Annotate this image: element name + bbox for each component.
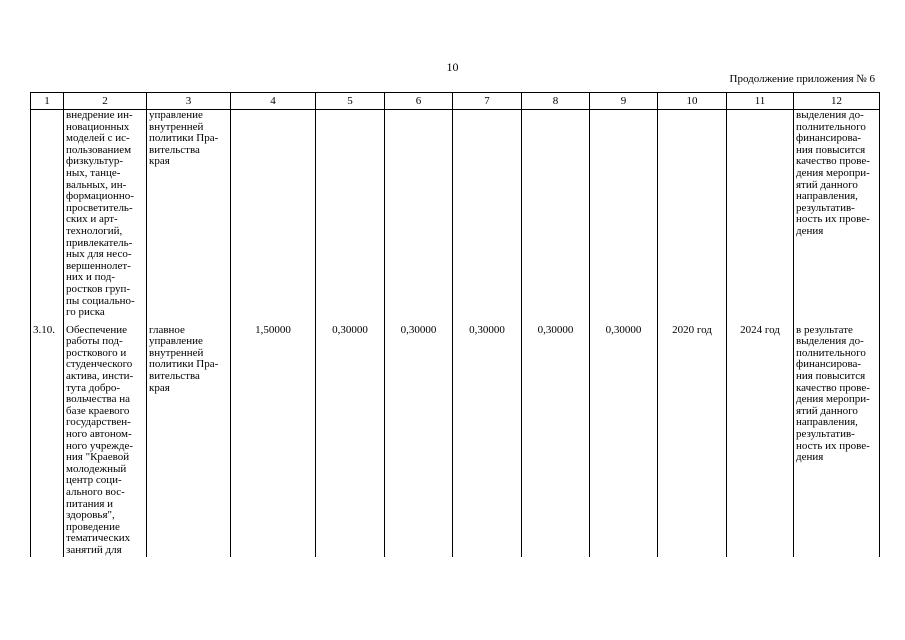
header-cell: 9: [590, 93, 658, 110]
total-amount: 1,50000: [231, 325, 316, 557]
activity-name: внедрение ин- новационных моделей с ис- пользованием физкультур- ных, танце- вальных, ин- формационно- просветитель- ских и арт- технологий, привлекатель- ных для несо- вершеннолет- них и под- ростков груп- пы социально- го риска: [64, 110, 147, 319]
total-amount: [231, 110, 316, 319]
activity-name: Обеспечение работы под- росткового и студенческого актива, инсти- тута добро- вольчества на базе краевого государствен- ного автоном- ного учрежде- ния "Краевой молодежный центр соци- ального вос- питания и здоровья", проведение тематических занятий для: [64, 325, 147, 557]
executor: управление внутренней политики Пра- вительства края: [147, 110, 231, 319]
expected-result: выделения до- полнительного финансирова- ния повысится качество прове- дения меропри- ятий данного направления, результатив- ность их прове- дения: [794, 110, 880, 319]
header-cell: 1: [31, 93, 64, 110]
executor: главное управление внутренней политики Пра- вительства края: [147, 325, 231, 557]
end-year: [727, 110, 794, 319]
start-year: 2020 год: [658, 325, 727, 557]
header-cell: 10: [658, 93, 727, 110]
row-index: [31, 110, 64, 319]
year-amount: 0,30000: [385, 325, 453, 557]
year-amount: [522, 110, 590, 319]
year-amount: [385, 110, 453, 319]
page-number: 10: [446, 60, 459, 74]
end-year: 2024 год: [727, 325, 794, 557]
header-cell: 7: [453, 93, 522, 110]
year-amount: 0,30000: [316, 325, 385, 557]
table-row: [31, 325, 880, 557]
header-cell: 2: [64, 93, 147, 110]
header-cell: 8: [522, 93, 590, 110]
year-amount: [453, 110, 522, 319]
year-amount: 0,30000: [522, 325, 590, 557]
table-row: [31, 110, 880, 319]
continuation-label: Продолжение приложения № 6: [729, 73, 875, 85]
row-index: 3.10.: [31, 325, 64, 557]
year-amount: [316, 110, 385, 319]
header-cell: 11: [727, 93, 794, 110]
year-amount: 0,30000: [453, 325, 522, 557]
year-amount: [590, 110, 658, 319]
program-table: [30, 92, 880, 557]
header-cell: 6: [385, 93, 453, 110]
expected-result: в результате выделения до- полнительного финансирова- ния повысится качество прове- дения меропри- ятий данного направления, результатив- ность их прове- дения: [794, 325, 880, 557]
header-cell: 3: [147, 93, 231, 110]
year-amount: 0,30000: [590, 325, 658, 557]
header-cell: 5: [316, 93, 385, 110]
header-cell: 12: [794, 93, 880, 110]
header-row: [31, 93, 880, 110]
header-cell: 4: [231, 93, 316, 110]
start-year: [658, 110, 727, 319]
